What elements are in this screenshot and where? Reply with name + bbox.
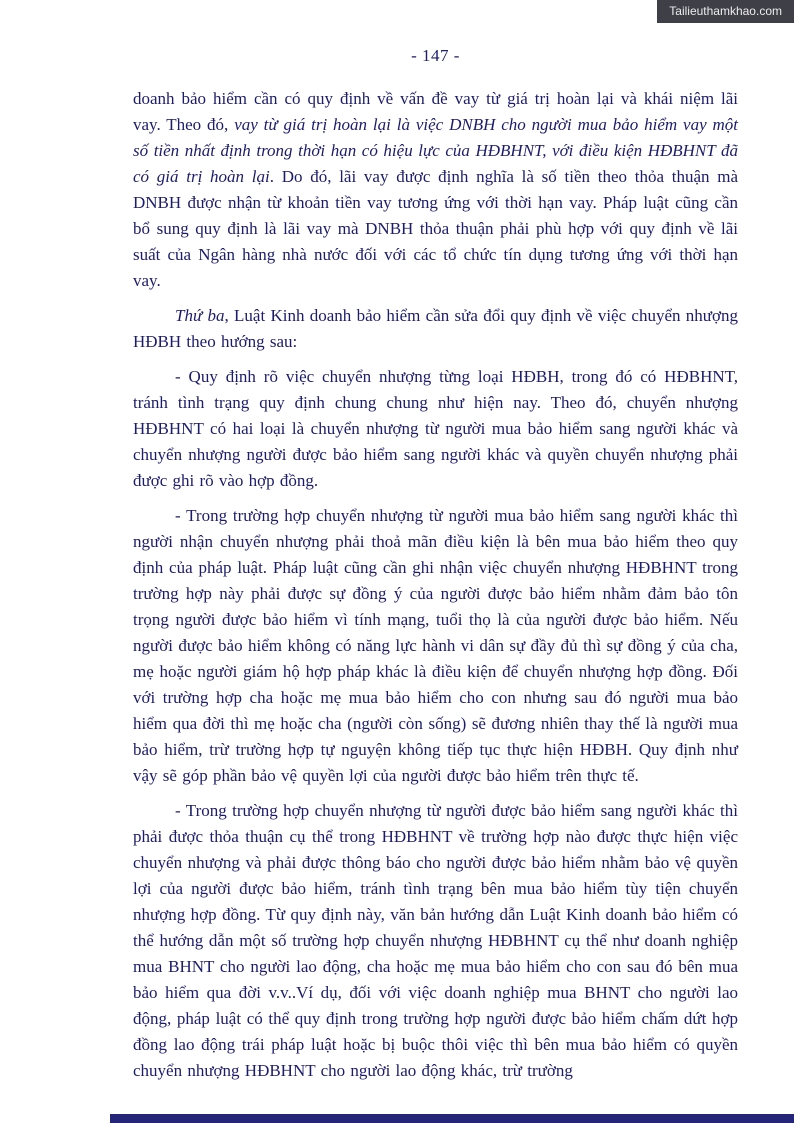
document-body (133, 86, 738, 1093)
text-run: , Luật Kinh doanh bảo hiểm cần sửa đổi quy định về việc chuyển nhượng HĐBH theo hướng sau: (133, 306, 738, 351)
watermark-badge: Tailieuthamkhao.com (657, 0, 794, 23)
text-run: doanh bảo hiểm cần có quy định về vấn đề vay từ giá trị hoàn lại và khái niệm lãi vay. Theo đó, (133, 89, 738, 134)
paragraph (133, 86, 738, 294)
text-run: - Quy định rõ việc chuyển nhượng từng loại HĐBH, trong đó có HĐBHNT, tránh tình trạng quy định chung chung như hiện nay. Theo đó, chuyển nhượng HĐBHNT có hai loại là chuyển nhượng từ người mua bảo hiểm sang người khác và chuyển nhượng người được bảo hiểm sang người khác và quyền chuyển nhượng phải được ghi rõ vào hợp đồng. (133, 367, 738, 490)
text-run: . Do đó, lãi vay được định nghĩa là số tiền theo thỏa thuận mà DNBH được nhận từ khoản tiền vay tương ứng với thời hạn vay. Pháp luật cũng cần bổ sung quy định là lãi vay mà DNBH thỏa thuận phải phù hợp với quy định về lãi suất của Ngân hàng nhà nước đối với các tổ chức tín dụng tương ứng với thời hạn vay. (133, 167, 738, 290)
paragraph (133, 364, 738, 494)
footer-bar (110, 1114, 794, 1123)
paragraph (133, 303, 738, 355)
text-run: - Trong trường hợp chuyển nhượng từ người được bảo hiểm sang người khác thì phải được thỏa thuận cụ thể trong HĐBHNT về trường hợp nào được thực hiện việc chuyển nhượng và phải được thông báo cho người được bảo hiểm nhằm bảo vệ quyền lợi của người được bảo hiểm, tránh tình trạng bên mua bảo hiểm tùy tiện chuyển nhượng hợp đồng. Từ quy định này, văn bản hướng dẫn Luật Kinh doanh bảo hiểm có thể hướng dẫn một số trường hợp chuyển nhượng HĐBHNT cụ thể như doanh nghiệp mua BHNT cho người lao động, cha hoặc mẹ mua bảo hiểm cho con sau đó bên mua bảo hiểm qua đời v.v..Ví dụ, đối với việc doanh nghiệp mua BHNT cho người lao động, pháp luật có thể quy định trong trường hợp người được bảo hiểm chấm dứt hợp đồng lao động trái pháp luật hoặc bị buộc thôi việc thì bên mua bảo hiểm có quyền chuyển nhượng HĐBHNT cho người lao động khác, trừ trường (133, 801, 738, 1080)
paragraph (133, 798, 738, 1084)
italic-text-run: vay từ giá trị hoàn lại là việc DNBH cho người mua bảo hiểm vay một số tiền nhất định trong thời hạn có hiệu lực của HĐBHNT, với điều kiện HĐBHNT đã có giá trị hoàn lại (133, 115, 738, 186)
page-number: - 147 - (411, 46, 460, 65)
paragraph (133, 503, 738, 789)
italic-text-run: Thứ ba (175, 306, 225, 325)
text-run: - Trong trường hợp chuyển nhượng từ người mua bảo hiểm sang người khác thì người nhận chuyển nhượng phải thoả mãn điều kiện là bên mua bảo hiểm theo quy định của pháp luật. Pháp luật cũng cần ghi nhận việc chuyển nhượng HĐBHNT trong trường hợp này phải được sự đồng ý của người được bảo hiểm nhằm đảm bảo tôn trọng người được bảo hiểm vì tính mạng, tuổi thọ là của người được bảo hiểm. Nếu người được bảo hiểm không có năng lực hành vi dân sự đầy đủ thì sự đồng ý của cha, mẹ hoặc người giám hộ hợp pháp khác là điều kiện để chuyển nhượng hợp đồng. Đối với trường hợp cha hoặc mẹ mua bảo hiểm cho con nhưng sau đó người mua bảo hiểm qua đời thì mẹ hoặc cha (người còn sống) sẽ đương nhiên thay thế là người mua bảo hiểm, trừ trường hợp tự nguyện không tiếp tục thực hiện HĐBH. Quy định như vậy sẽ góp phần bảo vệ quyền lợi của người được bảo hiểm trên thực tế. (133, 506, 738, 785)
